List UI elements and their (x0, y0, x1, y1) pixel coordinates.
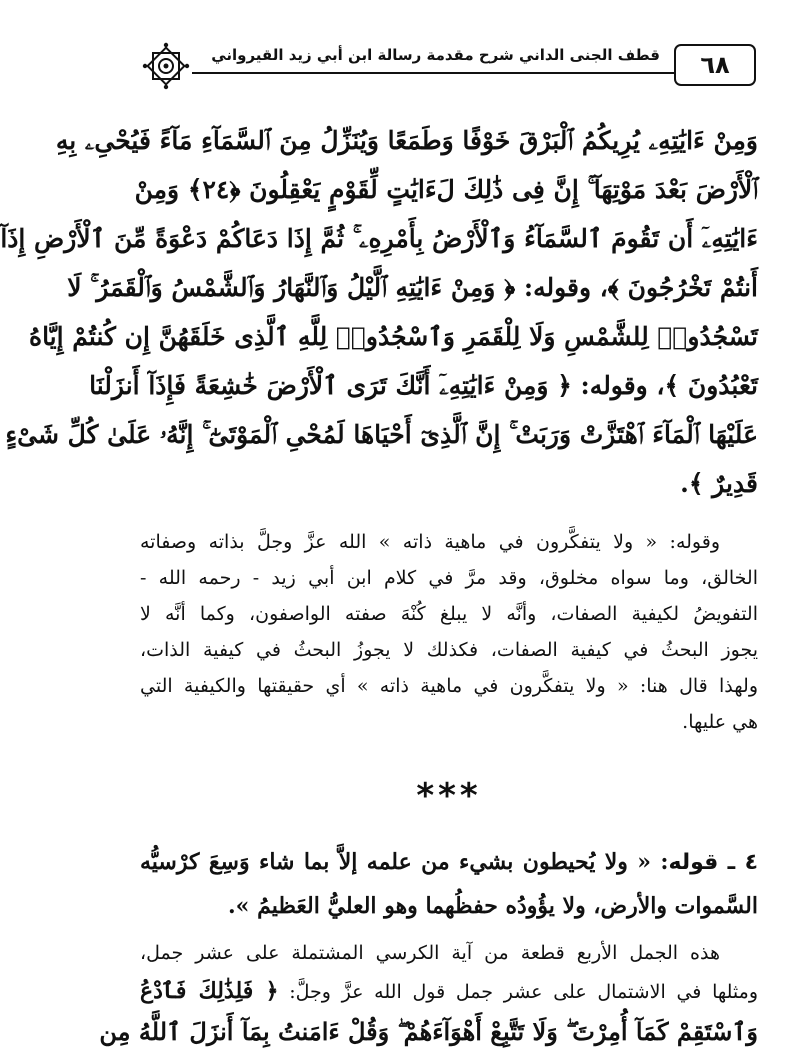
page-number: ٦٨ (674, 44, 756, 86)
quran-line: قَدِيرٌ ﴾. (680, 469, 758, 498)
quran-quote: ﴿ فَلِذَٰلِكَ فَٱدْعُ (140, 978, 279, 1004)
matn-line (140, 840, 758, 884)
quran-line: وَٱسْتَقِمْ كَمَآ أُمِرْتَ ۖ وَلَا تَتَّبِعْ أَهْوَآءَهُمْ ۖ وَقُلْ ءَامَنتُ بِمَآ أَنزَلَ ٱللَّهُ مِن (99, 1017, 758, 1046)
running-title: قطف الجنى الداني شرح مقدمة رسالة ابن أبي زيد القيرواني (211, 46, 660, 64)
commentary-paragraph (140, 524, 758, 740)
commentary-line: ولهذا قال هنا: « ولا يتفكَّرون في ماهية ذاته » أي حقيقتها والكيفية التي (140, 675, 758, 697)
section-4-matn (140, 840, 758, 928)
quran-line: ٱلْأَرْضَ بَعْدَ مَوْتِهَآ ۚ إِنَّ فِى ذَٰلِكَ لَءَايَٰتٍ لِّقَوْمٍ يَعْقِلُونَ ﴿٢٤﴾ وَمِنْ (134, 175, 758, 204)
quran-verses-block (0, 116, 758, 508)
quran-line: تَعْبُدُونَ ﴾، وقوله: ﴿ وَمِنْ ءَايَٰتِهِۦٓ أَنَّكَ تَرَى ٱلْأَرْضَ خَٰشِعَةً فَإِذَآ أَنزَلْنَا (89, 371, 758, 400)
commentary-text: ومثلها في الاشتمال على عشر جمل قول الله عزَّ وجلَّ: (278, 981, 758, 1003)
page-content (0, 116, 758, 1054)
eight-point-star-ornament-icon (142, 42, 190, 90)
commentary-line: وقوله: « ولا يتفكَّرون في ماهية ذاته » الله عزَّ وجلَّ بذاته وصفاته (140, 531, 720, 553)
header-rule (192, 72, 756, 74)
quran-line: أَنتُمْ تَخْرُجُونَ ﴾، وقوله: ﴿ وَمِنْ ءَايَٰتِهِ ٱلَّيْلُ وَٱلنَّهَارُ وَٱلشَّمْسُ وَٱلْقَمَرُ ۚ لَا (67, 273, 758, 302)
matn-text: : « ولا يُحيطون بشيء من علمه إلاَّ بما شاء وَسِعَ كرْسيُّه (140, 849, 669, 875)
section-number: ٤ ـ قوله (668, 850, 758, 875)
commentary-line: هي عليها. (682, 711, 758, 733)
commentary-line: الخالق، وما سواه مخلوق، وقد مرَّ في كلام ابن أبي زيد - رحمه الله - (140, 567, 758, 589)
commentary-line (140, 972, 758, 1010)
commentary-line: هذه الجمل الأربع قطعة من آية الكرسي المشتملة على عشر جمل، (140, 942, 720, 964)
commentary-line: التفويضُ لكيفية الصفات، وأنَّه لا يبلغ كُنْهَ صفته الواصفون، وكما أنَّه لا (140, 603, 758, 625)
section-4-commentary (99, 934, 758, 1054)
quran-line: تَسْجُدُوا۟ لِلشَّمْسِ وَلَا لِلْقَمَرِ وَٱسْجُدُوا۟ لِلَّهِ ٱلَّذِى خَلَقَهُنَّ إِن كُنتُمْ إِيَّاهُ (28, 322, 758, 351)
quran-line: ءَايَٰتِهِۦٓ أَن تَقُومَ ٱلسَّمَآءُ وَٱلْأَرْضُ بِأَمْرِهِۦ ۚ ثُمَّ إِذَا دَعَاكُمْ دَعْوَةً مِّنَ ٱلْأَرْضِ إِذَآ (0, 224, 758, 253)
section-separator: *** (416, 776, 482, 816)
quran-line: عَلَيْهَا ٱلْمَآءَ ٱهْتَزَّتْ وَرَبَتْ ۚ إِنَّ ٱلَّذِىٓ أَحْيَاهَا لَمُحْىِ ٱلْمَوْتَىٰٓ ۚ إِنَّهُۥ عَلَىٰ كُلِّ شَىْءٍ (5, 420, 758, 449)
commentary-line: يجوز البحثُ في كيفية الصفات، فكذلك لا يجوزُ البحثُ في كيفية الذات، (140, 639, 758, 661)
matn-line: السَّموات والأرض، ولا يؤُودُه حفظُهما وهو العليُّ العَظيمُ ». (228, 893, 758, 919)
page-header (136, 40, 756, 96)
quran-line: وَمِنْ ءَايَٰتِهِۦ يُرِيكُمُ ٱلْبَرْقَ خَوْفًا وَطَمَعًا وَيُنَزِّلُ مِنَ ٱلسَّمَآءِ مَآءً فَيُحْىِۦ بِهِ (55, 126, 758, 155)
